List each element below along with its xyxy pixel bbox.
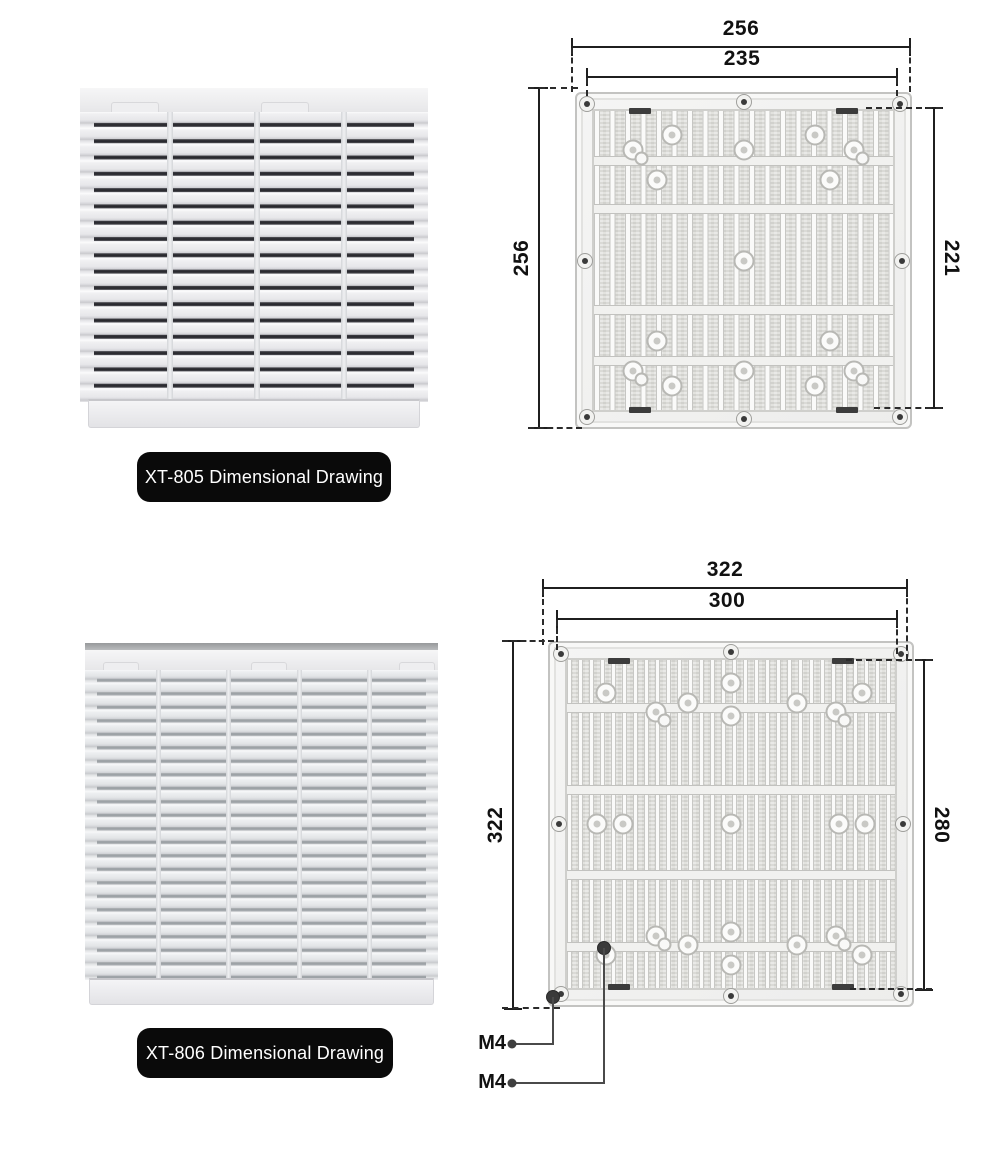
xt805-filter-grid bbox=[592, 109, 895, 412]
frame-screw bbox=[892, 409, 908, 425]
m4-callout-label: M4 bbox=[478, 1032, 506, 1054]
screw-boss bbox=[820, 331, 841, 352]
screw-boss bbox=[721, 814, 742, 835]
screw-boss bbox=[612, 814, 633, 835]
frame-screw bbox=[894, 253, 910, 269]
screw-boss bbox=[645, 702, 666, 723]
xt806-filter-grid bbox=[565, 658, 897, 990]
dim-inner-width-805 bbox=[587, 47, 897, 78]
xt806-top-cap bbox=[85, 650, 438, 671]
screw-boss bbox=[825, 702, 846, 723]
xt806-louver-slots bbox=[97, 670, 426, 980]
leader-line bbox=[516, 1043, 554, 1045]
dim-outer-height-805 bbox=[510, 88, 540, 428]
frame-screw bbox=[579, 96, 595, 112]
frame-screw bbox=[895, 816, 911, 832]
dim-inner-width-806 bbox=[557, 589, 897, 620]
extension-line bbox=[528, 87, 578, 89]
frame-screw bbox=[577, 253, 593, 269]
xt805-base bbox=[88, 399, 420, 428]
frame-screw bbox=[723, 988, 739, 1004]
screw-boss bbox=[596, 682, 617, 703]
louver-column-divider bbox=[341, 112, 347, 402]
screw-boss bbox=[844, 139, 865, 160]
xt805-louver-grille bbox=[80, 112, 428, 402]
screw-boss bbox=[786, 935, 807, 956]
screw-boss bbox=[646, 331, 667, 352]
m4-callout-label: M4 bbox=[478, 1071, 506, 1093]
screw-boss bbox=[786, 692, 807, 713]
dim-value: 280 bbox=[930, 806, 953, 844]
leader-dot bbox=[508, 1040, 517, 1049]
screw-boss bbox=[661, 124, 682, 145]
screw-boss bbox=[829, 814, 850, 835]
dim-value: 256 bbox=[510, 239, 533, 277]
dim-value: 235 bbox=[723, 47, 761, 70]
dim-value: 300 bbox=[708, 589, 746, 612]
mounting-clip-mark bbox=[629, 108, 651, 114]
screw-boss bbox=[646, 169, 667, 190]
frame-screw bbox=[736, 411, 752, 427]
screw-boss bbox=[622, 361, 643, 382]
frame-screw bbox=[892, 96, 908, 112]
dim-value: 221 bbox=[940, 239, 963, 277]
frame-screw bbox=[736, 94, 752, 110]
screw-boss bbox=[721, 672, 742, 693]
mounting-clip-mark bbox=[836, 407, 858, 413]
mounting-clip-mark bbox=[608, 984, 630, 990]
leader-line bbox=[552, 997, 554, 1044]
grid-band-divider bbox=[567, 785, 895, 795]
dim-value: 256 bbox=[722, 17, 760, 40]
grid-band-divider bbox=[594, 204, 893, 214]
extension-line bbox=[846, 659, 932, 661]
screw-boss bbox=[721, 705, 742, 726]
louver-column-divider bbox=[254, 112, 260, 402]
screw-boss bbox=[733, 139, 754, 160]
frame-screw bbox=[723, 644, 739, 660]
xt806-title-text: XT-806 Dimensional Drawing bbox=[145, 1042, 385, 1063]
xt806-base bbox=[89, 978, 434, 1005]
leader-line bbox=[516, 1082, 605, 1084]
dim-outer-height-806 bbox=[484, 641, 514, 1009]
extension-line bbox=[571, 48, 573, 92]
screw-boss bbox=[805, 124, 826, 145]
screw-boss bbox=[622, 139, 643, 160]
louver-column-divider bbox=[156, 670, 161, 980]
frame-screw bbox=[579, 409, 595, 425]
extension-line bbox=[528, 427, 582, 429]
screw-boss bbox=[825, 925, 846, 946]
louver-column-divider bbox=[167, 112, 173, 402]
leader-dot bbox=[508, 1079, 517, 1088]
screw-boss bbox=[661, 376, 682, 397]
grid-band-divider bbox=[567, 870, 895, 880]
extension-line bbox=[896, 620, 898, 654]
dim-value: 322 bbox=[484, 806, 507, 844]
screw-boss bbox=[852, 945, 873, 966]
mounting-clip-mark bbox=[608, 658, 630, 664]
louver-column-divider bbox=[297, 670, 302, 980]
xt805-rear-view-drawing bbox=[575, 92, 912, 429]
xt806-front-view-photo bbox=[85, 643, 438, 1005]
screw-boss bbox=[733, 361, 754, 382]
extension-line bbox=[502, 640, 554, 642]
screw-boss bbox=[820, 169, 841, 190]
xt806-title-badge bbox=[137, 1028, 393, 1078]
louver-column-divider bbox=[226, 670, 231, 980]
xt805-title-text: XT-805 Dimensional Drawing bbox=[144, 466, 384, 487]
xt805-top-cap bbox=[80, 88, 428, 113]
extension-line bbox=[874, 407, 942, 409]
extension-line bbox=[896, 78, 898, 96]
mounting-clip-mark bbox=[629, 407, 651, 413]
screw-boss bbox=[852, 682, 873, 703]
xt805-title-badge bbox=[137, 452, 391, 502]
screw-boss bbox=[645, 925, 666, 946]
extension-line bbox=[909, 48, 911, 92]
extension-line bbox=[556, 620, 558, 650]
dim-value: 322 bbox=[706, 558, 744, 581]
leader-line bbox=[603, 948, 605, 1083]
screw-boss bbox=[844, 361, 865, 382]
frame-screw bbox=[551, 816, 567, 832]
dim-inner-height-806 bbox=[923, 660, 953, 990]
screw-boss bbox=[586, 814, 607, 835]
screw-boss bbox=[678, 692, 699, 713]
screw-boss bbox=[733, 250, 754, 271]
grid-band-divider bbox=[594, 305, 893, 315]
extension-line bbox=[850, 988, 932, 990]
screw-boss bbox=[855, 814, 876, 835]
xt805-front-view-photo bbox=[80, 88, 428, 428]
extension-line bbox=[586, 78, 588, 96]
mounting-clip-mark bbox=[836, 108, 858, 114]
extension-line bbox=[906, 589, 908, 660]
screw-boss bbox=[805, 376, 826, 397]
extension-line bbox=[866, 107, 942, 109]
louver-column-divider bbox=[367, 670, 372, 980]
screw-boss bbox=[721, 922, 742, 943]
extension-line bbox=[542, 589, 544, 645]
screw-boss bbox=[721, 955, 742, 976]
xt806-top-strip bbox=[85, 643, 438, 650]
screw-boss bbox=[678, 935, 699, 956]
dim-inner-height-805 bbox=[933, 108, 963, 408]
xt806-louver-grille bbox=[85, 670, 438, 980]
